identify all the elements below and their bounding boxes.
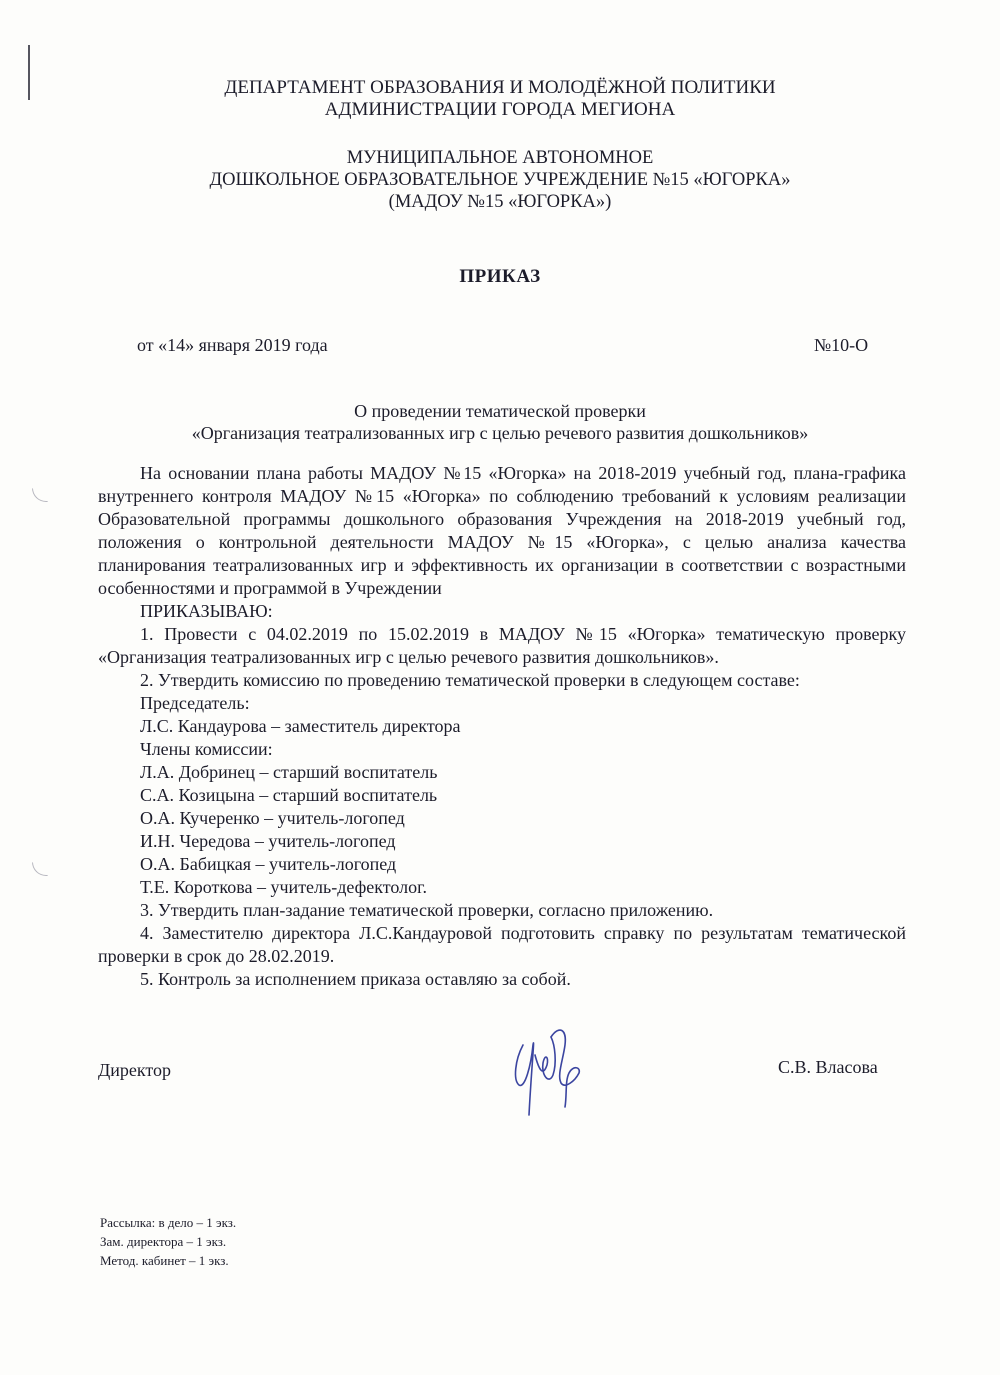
handwritten-signature: [505, 1015, 585, 1120]
commission-member: И.Н. Чередова – учитель-логопед: [140, 831, 396, 851]
order-body: [98, 462, 906, 991]
department-line: ДЕПАРТАМЕНТ ОБРАЗОВАНИЯ И МОЛОДЁЖНОЙ ПОЛИТИКИ: [224, 77, 776, 98]
order-title: ПРИКАЗ: [459, 266, 541, 287]
commission-member: Т.Е. Короткова – учитель-дефектолог.: [140, 877, 427, 897]
school-line: ДОШКОЛЬНОЕ ОБРАЗОВАТЕЛЬНОЕ УЧРЕЖДЕНИЕ №15 «ЮГОРКА»: [209, 170, 791, 190]
director-title: Директор: [98, 1060, 172, 1080]
subject-line: О проведении тематической проверки: [354, 401, 646, 421]
chair-member: Л.С. Кандаурова – заместитель директора: [140, 716, 461, 736]
punch-hole-mark: [32, 862, 48, 876]
distribution-list: [100, 1213, 236, 1270]
subject-line: «Организация театрализованных игр с целью речевого развития дошкольников»: [191, 423, 809, 443]
order-subject: [0, 400, 1000, 444]
department-line: АДМИНИСТРАЦИИ ГОРОДА МЕГИОНА: [324, 99, 676, 120]
preamble: На основании плана работы МАДОУ №15 «Югорка» на 2018-2019 учебный год, плана-графика внутреннего контроля МАДОУ №15 «Югорка» по соблюдению требований к условиям реализации Образовательной программы дошкольного образования Учреждения на 2018-2019 учебный год, положения о контрольной деятельности МАДОУ №15 «Югорка», с целью анализа качества планирования театрализованных игр и эффективность их организации в соответствии с возрастными особенностями и программой в Учреждении: [98, 463, 906, 598]
distribution-item: Рассылка: в дело – 1 экз.: [100, 1215, 237, 1230]
order-item-1: 1. Провести с 04.02.2019 по 15.02.2019 в МАДОУ №15 «Югорка» тематическую проверку «Организация театрализованных игр с целью речевого развития дошкольников».: [98, 624, 906, 667]
punch-hole-mark: [32, 488, 48, 502]
commission-member: О.А. Бабицкая – учитель-логопед: [140, 854, 397, 874]
order-date: от «14» января 2019 года: [137, 335, 328, 355]
order-word: ПРИКАЗЫВАЮ:: [140, 601, 273, 621]
distribution-item: Метод. кабинет – 1 экз.: [100, 1253, 229, 1268]
school-line: МУНИЦИПАЛЬНОЕ АВТОНОМНОЕ: [346, 148, 654, 168]
director-name: С.В. Власова: [778, 1057, 878, 1077]
members-label: Члены комиссии:: [140, 739, 273, 759]
order-item-3: 3. Утвердить план-задание тематической проверки, согласно приложению.: [140, 900, 714, 920]
school-line: (МАДОУ №15 «ЮГОРКА»): [388, 192, 612, 212]
department-header: [0, 77, 1000, 121]
chair-label: Председатель:: [140, 693, 250, 713]
commission-member: С.А. Козицына – старший воспитатель: [140, 785, 438, 805]
order-item-5: 5. Контроль за исполнением приказа оставляю за собой.: [140, 969, 571, 989]
school-header: [0, 147, 1000, 213]
order-number: №10-О: [814, 335, 869, 355]
distribution-item: Зам. директора – 1 экз.: [100, 1234, 227, 1249]
commission-member: Л.А. Добринец – старший воспитатель: [140, 762, 438, 782]
order-item-4: 4. Заместителю директора Л.С.Кандауровой подготовить справку по результатам тематической проверки в срок до 28.02.2019.: [98, 923, 906, 966]
commission-member: О.А. Кучеренко – учитель-логопед: [140, 808, 405, 828]
order-item-2: 2. Утвердить комиссию по проведению тематической проверки в следующем составе:: [140, 670, 800, 690]
